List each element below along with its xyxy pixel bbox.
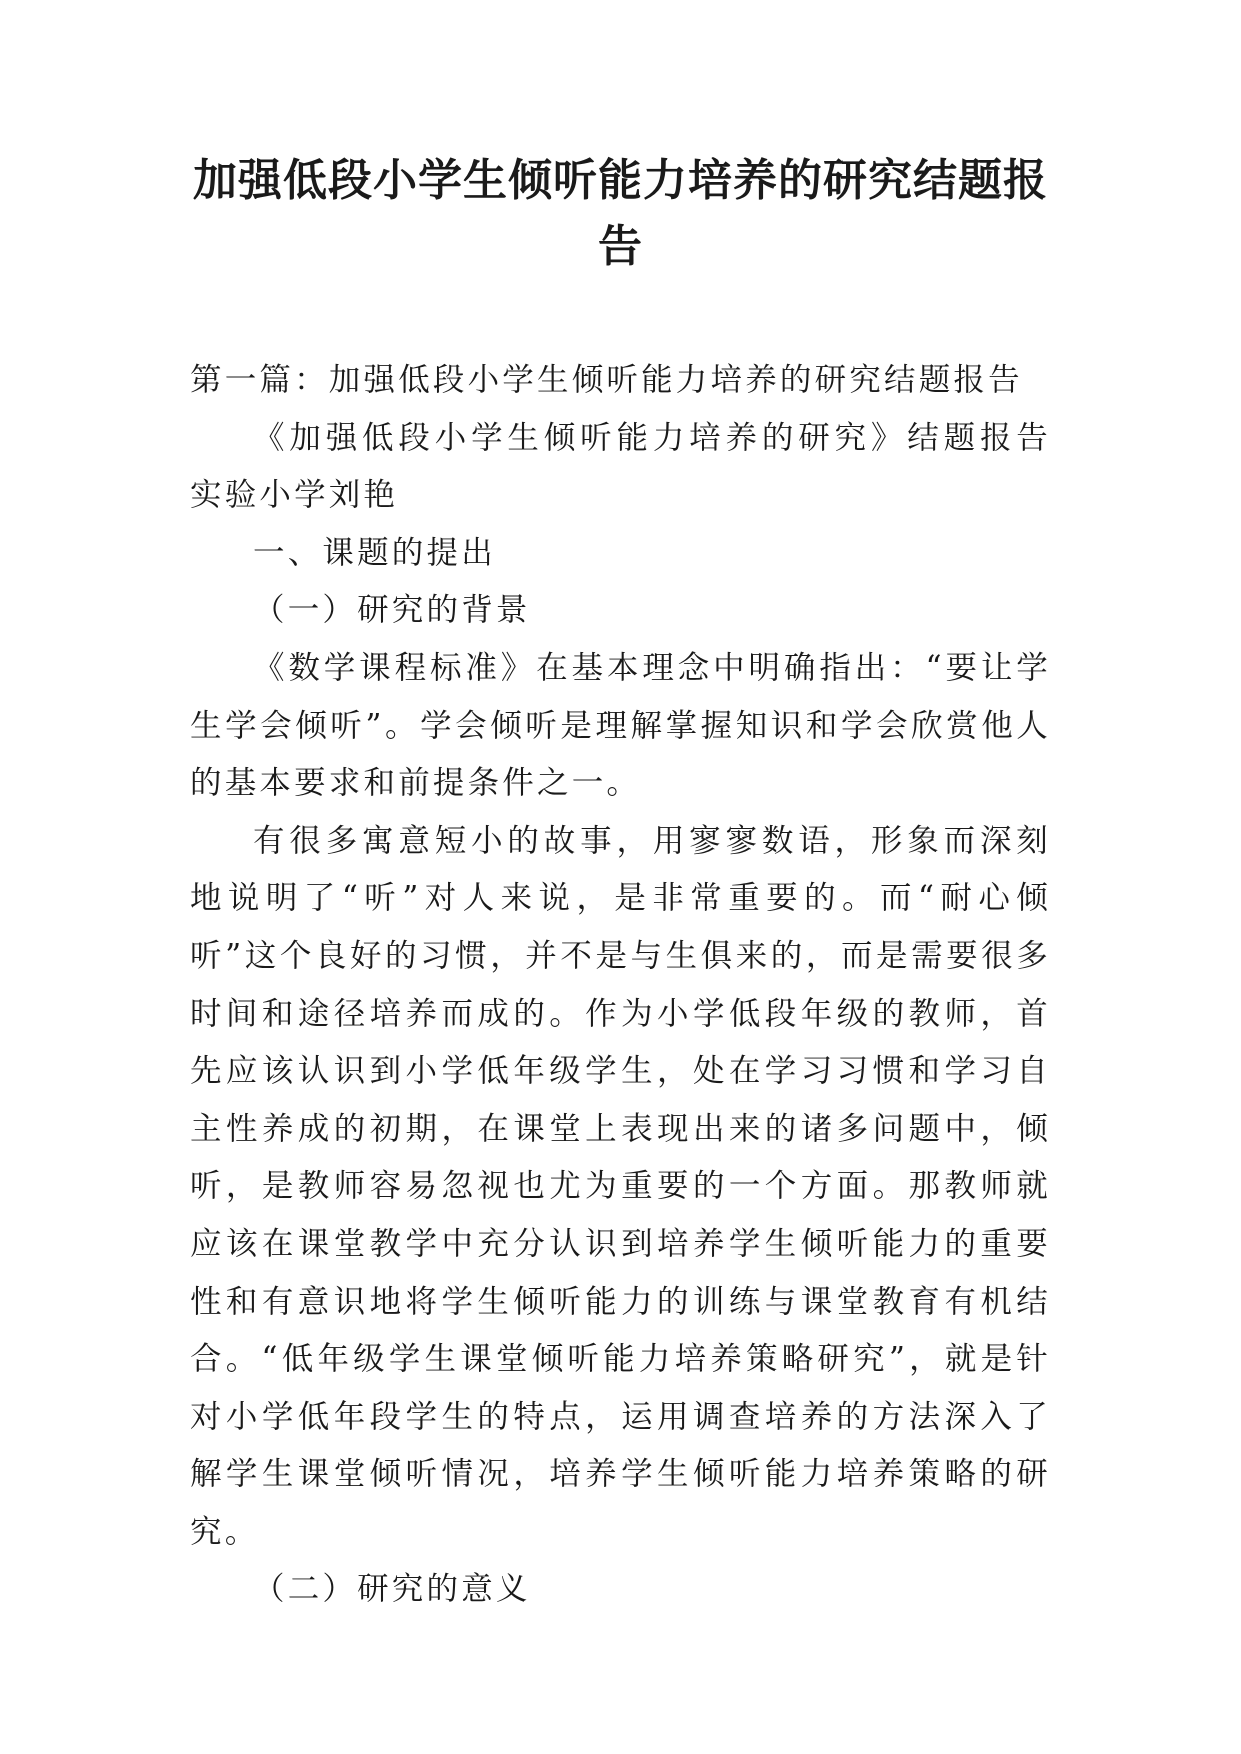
paragraph-section-heading: 第一篇：加强低段小学生倾听能力培养的研究结题报告 xyxy=(190,362,1023,398)
paragraph-subheading-significance: （二）研究的意义 xyxy=(253,1571,531,1608)
document-title: 加强低段小学生倾听能力培养的研究结题报告 xyxy=(193,155,1048,272)
paragraph-subheading-background: （一）研究的背景 xyxy=(253,592,531,629)
paragraph-report-title-author: 《加强低段小学生倾听能力培养的研究》结题报告实验小学刘艳 xyxy=(190,419,1051,514)
paragraph-heading-1: 一、课题的提出 xyxy=(253,534,496,571)
paragraph-curriculum-standard: 《数学课程标准》在基本理念中明确指出：“要让学生学会倾听”。学会倾听是理解掌握知识和学会欣赏他人的基本要求和前提条件之一。 xyxy=(190,649,1051,802)
paragraph-background-body: 有很多寓意短小的故事，用寥寥数语，形象而深刻地说明了“听”对人来说，是非常重要的。而“耐心倾听”这个良好的习惯，并不是与生俱来的，而是需要很多时间和途径培养而成的。作为小学低段年级的教师，首先应该认识到小学低年级学生，处在学习习惯和学习自主性养成的初期，在课堂上表现出来的诸多问题中，倾听，是教师容易忽视也尤为重要的一个方面。那教师就应该在课堂教学中充分认识到培养学生倾听能力的重要性和有意识地将学生倾听能力的训练与课堂教育有机结合。“低年级学生课堂倾听能力培养策略研究”，就是针对小学低年段学生的特点，运用调查培养的方法深入了解学生课堂倾听情况，培养学生倾听能力培养策略的研究。 xyxy=(190,822,1051,1550)
document-body xyxy=(190,352,1051,1619)
